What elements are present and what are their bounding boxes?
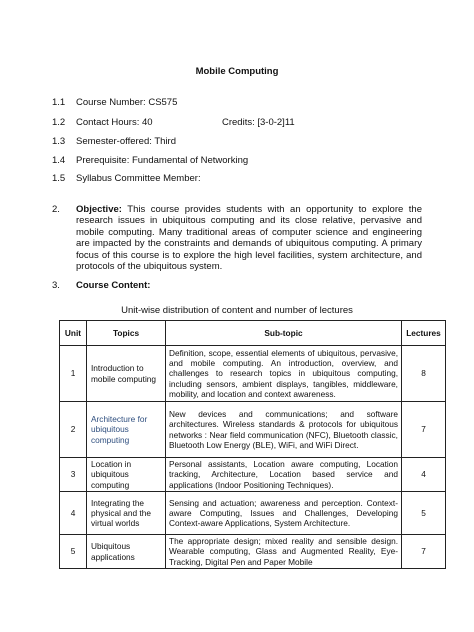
course-content-heading: Course Content:: [76, 280, 151, 291]
table-row: [60, 458, 446, 492]
unit-cell: 2: [60, 402, 87, 458]
topic-cell: Introduction to mobile computing: [87, 346, 166, 402]
table-header-row: [60, 321, 446, 346]
header-lectures: Lectures: [402, 321, 446, 346]
document-title: Mobile Computing: [195, 66, 279, 77]
subtopic-cell: The appropriate design; mixed reality and sensible design. Wearable computing, Glass and Augmented Reality, Eye-Tracking, Digital Pen and Paper Mobile: [166, 535, 402, 569]
lectures-cell: 5: [402, 492, 446, 535]
contact-hours-line: [52, 117, 153, 128]
lectures-cell: 7: [402, 402, 446, 458]
course-number-line: [52, 97, 177, 108]
course-content-number: 3.: [52, 280, 60, 291]
unit-cell: 3: [60, 458, 87, 492]
item-number: 1.1: [52, 97, 66, 108]
credits-text: Credits: [3-0-2]11: [222, 117, 295, 128]
item-number: 1.5: [52, 173, 66, 184]
unit-cell: 4: [60, 492, 87, 535]
contact-hours-text: Contact Hours: 40: [76, 117, 153, 128]
semester-text: Semester-offered: Third: [76, 136, 176, 147]
course-content-table: [59, 320, 446, 569]
subtopic-cell: Personal assistants, Location aware computing, Location tracking, Architecture, Location based service and applications (Indoor Positioning Techniques).: [166, 458, 402, 492]
topic-cell: Architecture for ubiquitous computing: [87, 402, 166, 458]
header-subtopic: Sub-topic: [166, 321, 402, 346]
table-row: [60, 492, 446, 535]
objective-number: 2.: [52, 204, 60, 215]
objective-paragraph: [76, 204, 422, 272]
topic-cell: Location in ubiquitous computing: [87, 458, 166, 492]
lectures-cell: 7: [402, 535, 446, 569]
item-number: 1.4: [52, 155, 66, 166]
subtopic-cell: New devices and communications; and software architectures. Wireless standards & protocols for ubiquitous networks : Near field communication (NFC), Bluetooth classic, Bluetooth Low Energy (BLE), WiFi, and WiFi Direct.: [166, 402, 402, 458]
lectures-cell: 4: [402, 458, 446, 492]
prerequisite-line: [52, 155, 248, 166]
semester-line: [52, 136, 176, 147]
objective-label: Objective:: [76, 204, 122, 215]
subtopic-cell: Definition, scope, essential elements of ubiquitous, pervasive, and mobile computing. An introduction, overview, and challenges to research topics in ubiquitous computing, including sensors, ambient displays, tangibles, middleware, mobility, and location and context awareness.: [166, 346, 402, 402]
prerequisite-text: Prerequisite: Fundamental of Networking: [76, 155, 249, 166]
header-topics: Topics: [87, 321, 166, 346]
course-number-text: Course Number: CS575: [76, 97, 178, 108]
item-number: 1.3: [52, 136, 66, 147]
subtopic-cell: Sensing and actuation; awareness and perception. Context-aware Computing, Issues and Challenges, Developing Context-aware Applications, System Architecture.: [166, 492, 402, 535]
item-number: 1.2: [52, 117, 66, 128]
header-unit: Unit: [60, 321, 87, 346]
topic-cell: Integrating the physical and the virtual worlds: [87, 492, 166, 535]
lectures-cell: 8: [402, 346, 446, 402]
objective-text: This course provides students with an opportunity to explore the research issues in ubiquitous computing and its close relative, pervasive and mobile computing. Many traditional areas of computer science and engineering are impacted by the constraints and demands of ubiquitous computing. A primary focus of this course is to explore the high level facilities, system architecture, and protocols of the ubiquitous system.: [76, 204, 422, 273]
unit-cell: 5: [60, 535, 87, 569]
table-row: [60, 535, 446, 569]
syllabus-committee-text: Syllabus Committee Member:: [76, 173, 201, 184]
table-caption: Unit-wise distribution of content and number of lectures: [121, 305, 353, 316]
table-row: [60, 402, 446, 458]
unit-cell: 1: [60, 346, 87, 402]
syllabus-committee-line: [52, 173, 201, 184]
table-row: [60, 346, 446, 402]
topic-cell: Ubiquitous applications: [87, 535, 166, 569]
